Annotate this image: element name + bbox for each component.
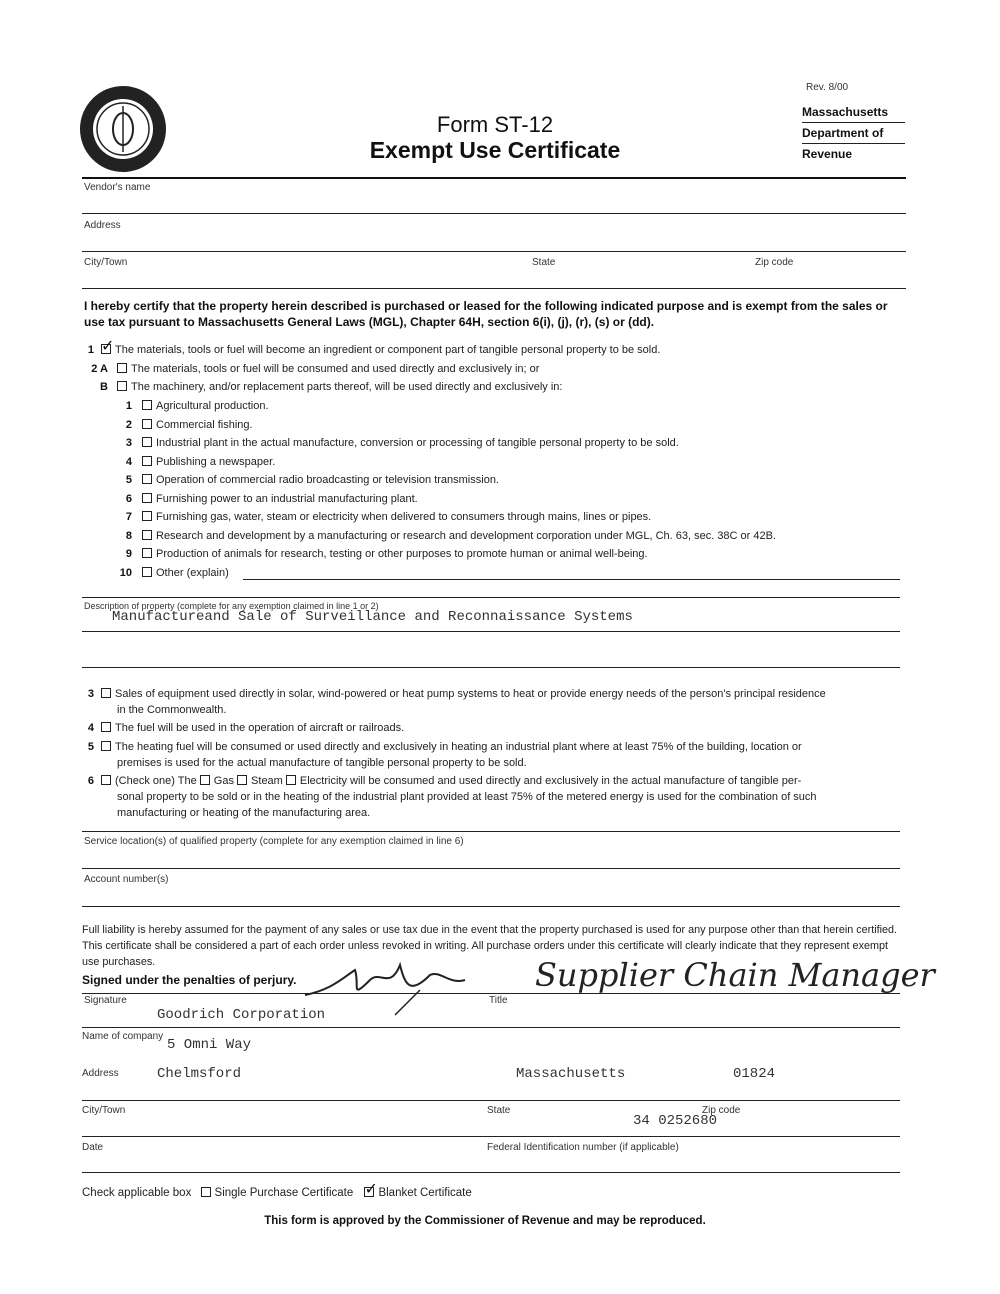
city-line xyxy=(82,1136,900,1137)
massachusetts-seal-icon xyxy=(78,84,168,174)
other-explain-field[interactable] xyxy=(243,579,900,580)
subitem[interactable] xyxy=(142,567,229,579)
company-value[interactable]: Goodrich Corporation xyxy=(157,1007,326,1023)
item-2a-number: 2 A xyxy=(91,363,108,375)
vendor-city-field[interactable] xyxy=(82,288,906,289)
item-1-checkbox[interactable] xyxy=(101,344,111,354)
title-value[interactable]: Supplier Chain Manager xyxy=(535,956,935,994)
check-box-label: Check applicable box xyxy=(82,1187,192,1199)
subitem-checkbox[interactable] xyxy=(142,456,152,466)
subitem-number: 10 xyxy=(119,567,132,579)
gas-checkbox[interactable] xyxy=(200,775,210,785)
item-5-number: 5 xyxy=(87,741,94,753)
date-line xyxy=(82,1172,900,1173)
item-6-line3: manufacturing or heating of the manufacturing area. xyxy=(117,807,371,819)
service-divider xyxy=(82,831,900,832)
form-title: Exempt Use Certificate xyxy=(369,137,621,163)
item-5-line1: The heating fuel will be consumed or used directly and exclusively in heating an industrial plant where at least 75% of the building, location or xyxy=(115,741,802,753)
subitem-text: Furnishing power to an industrial manufacturing plant. xyxy=(156,493,418,505)
vendor-address-field[interactable] xyxy=(82,251,906,252)
signature-label: Signature xyxy=(84,995,127,1006)
subitem-number: 1 xyxy=(125,400,132,412)
subitem-checkbox[interactable] xyxy=(142,474,152,484)
subitem-text: Commercial fishing. xyxy=(156,419,253,431)
date-label: Date xyxy=(82,1142,104,1153)
electricity-label: Electricity xyxy=(299,775,347,787)
signature-line xyxy=(82,993,900,994)
subitem[interactable] xyxy=(142,437,679,449)
steam-label: Steam xyxy=(251,775,283,787)
item-1-number: 1 xyxy=(87,344,94,356)
gas-label: Gas xyxy=(213,775,234,787)
description-divider xyxy=(82,597,900,598)
dept-line-3: Revenue xyxy=(802,147,853,161)
city-value[interactable]: Chelmsford xyxy=(157,1066,242,1082)
item-3-line1: Sales of equipment used directly in solar, wind-powered or heat pump systems to heat or provide energy needs of the person's principal residence xyxy=(115,688,826,700)
vendor-name-field[interactable] xyxy=(82,213,906,214)
address-line xyxy=(82,1100,900,1101)
handwritten-signature xyxy=(300,950,480,1029)
subitem[interactable] xyxy=(142,511,651,523)
vendor-address-label: Address xyxy=(84,220,121,231)
dept-line-2: Department of xyxy=(802,123,905,144)
subitem-number: 6 xyxy=(125,493,132,505)
subitem-checkbox[interactable] xyxy=(142,437,152,447)
item-6-line1: will be consumed and used directly and exclusively in the actual manufacture of tangible per- xyxy=(350,775,802,787)
subitem-text: Publishing a newspaper. xyxy=(156,456,276,468)
liability-statement: Full liability is hereby assumed for the payment of any sales or use tax due in the event that the property purchased is used for any purpose other than that herein certified. This certificate shall be considered a part of each order unless revoked in writing. All purchase orders under this certificate will clearly indicate that they represent exempt use purchases. xyxy=(82,924,898,968)
company-line xyxy=(82,1027,900,1028)
state-value[interactable]: Massachusetts xyxy=(516,1066,626,1082)
certification-statement: I hereby certify that the property herein described is purchased or leased for the following indicated purpose and is exempt from the sales or use tax pursuant to Massachusetts General Laws (MGL), Chapter 64H, section 6(i), (j), (r), (s) or (dd). xyxy=(84,299,888,329)
vendor-zip-label: Zip code xyxy=(755,257,794,268)
subitem-text: Industrial plant in the actual manufacture, conversion or processing of tangible personal property to be sold. xyxy=(156,437,679,449)
zip-label: Zip code xyxy=(702,1105,741,1116)
item-6-checkbox[interactable] xyxy=(101,775,111,785)
steam-checkbox[interactable] xyxy=(237,775,247,785)
item-5-line2: premises is used for the actual manufacture of tangible personal property to be sold. xyxy=(117,757,527,769)
item-3[interactable] xyxy=(101,686,901,718)
item-4-line1: The fuel will be used in the operation of aircraft or railroads. xyxy=(115,722,405,734)
signed-under-penalties: Signed under the penalties of perjury. xyxy=(82,973,297,987)
electricity-checkbox[interactable] xyxy=(286,775,296,785)
subitem-number: 3 xyxy=(125,437,132,449)
blanket-checkbox[interactable] xyxy=(364,1187,374,1197)
subitem-checkbox[interactable] xyxy=(142,419,152,429)
item-3-line2: in the Commonwealth. xyxy=(117,704,227,716)
item-6-pre: (Check one) The xyxy=(115,775,197,787)
item-4-number: 4 xyxy=(87,722,94,734)
subitem[interactable] xyxy=(142,419,253,431)
account-number-field[interactable] xyxy=(82,906,900,907)
service-location-field[interactable] xyxy=(82,868,900,869)
certificate-type xyxy=(82,1187,472,1199)
revision-date: Rev. 8/00 xyxy=(806,82,849,93)
header-divider xyxy=(82,177,906,179)
subitem-checkbox[interactable] xyxy=(142,493,152,503)
subitem-number: 2 xyxy=(125,419,132,431)
account-number-label: Account number(s) xyxy=(84,874,169,885)
description-label: Description of property (complete for any exemption claimed in line 1 or 2) xyxy=(84,601,379,611)
item-2a[interactable] xyxy=(117,363,539,375)
company-label: Name of company xyxy=(82,1031,164,1042)
subitem[interactable] xyxy=(142,474,499,486)
item-6[interactable] xyxy=(101,773,906,821)
subitem[interactable] xyxy=(142,400,269,412)
blanket-label: Blanket Certificate xyxy=(378,1187,472,1199)
single-purchase-checkbox[interactable] xyxy=(201,1187,211,1197)
subitem-number: 7 xyxy=(125,511,132,523)
subitem-text: Agricultural production. xyxy=(156,400,269,412)
subitem[interactable] xyxy=(142,530,776,542)
vendor-name-label: Vendor's name xyxy=(84,182,151,193)
federal-id-value[interactable]: 34 0252680 xyxy=(633,1113,718,1129)
subitem-number: 9 xyxy=(125,548,132,560)
item-5[interactable] xyxy=(101,739,906,771)
item-4-checkbox[interactable] xyxy=(101,722,111,732)
department-name xyxy=(802,102,905,164)
city-label: City/Town xyxy=(82,1105,126,1116)
form-number: Form ST-12 xyxy=(436,112,554,137)
subitem-checkbox[interactable] xyxy=(142,400,152,410)
subitem-number: 8 xyxy=(125,530,132,542)
item-6-number: 6 xyxy=(87,775,94,787)
subitem-text: Production of animals for research, testing or other purposes to promote human or animal well-being. xyxy=(156,548,648,560)
subitem-checkbox[interactable] xyxy=(142,511,152,521)
subitem[interactable] xyxy=(142,456,275,468)
subitem-checkbox[interactable] xyxy=(142,530,152,540)
item-1-text: The materials, tools or fuel will become an ingredient or component part of tangible personal property to be sold. xyxy=(115,344,661,356)
address-label: Address xyxy=(82,1068,119,1079)
service-location-label: Service location(s) of qualified property (complete for any exemption claimed in line 6) xyxy=(84,836,464,847)
subitem-checkbox[interactable] xyxy=(142,567,152,577)
item-3-number: 3 xyxy=(87,688,94,700)
zip-value[interactable]: 01824 xyxy=(733,1066,776,1082)
subitem-checkbox[interactable] xyxy=(142,548,152,558)
item-2b-text: The machinery, and/or replacement parts thereof, will be used directly and exclusively in: xyxy=(131,381,563,393)
item-4[interactable] xyxy=(101,720,901,736)
description-value[interactable]: Manufactureand Sale of Surveillance and Reconnaissance Systems xyxy=(112,609,633,625)
subitem-text: Operation of commercial radio broadcasting or television transmission. xyxy=(156,474,499,486)
item-2b-number: B xyxy=(100,381,108,393)
address-value[interactable]: 5 Omni Way xyxy=(167,1037,252,1053)
item-6-line2: sonal property to be sold or in the heating of the industrial plant provided at least 75% of the metered energy is used for the combination of such xyxy=(117,791,817,803)
item-1[interactable] xyxy=(101,344,660,356)
subitem-text: Research and development by a manufacturing or research and development corporation under MGL, Ch. 63, sec. 38C or 42B. xyxy=(156,530,777,542)
item-2b-checkbox[interactable] xyxy=(117,381,127,391)
federal-id-label: Federal Identification number (if applicable) xyxy=(487,1142,679,1153)
item-3-checkbox[interactable] xyxy=(101,688,111,698)
vendor-state-label: State xyxy=(532,257,556,268)
description-line-1 xyxy=(82,631,900,632)
item-2a-checkbox[interactable] xyxy=(117,363,127,373)
subitem[interactable] xyxy=(142,548,648,560)
footer-note: This form is approved by the Commissioner of Revenue and may be reproduced. xyxy=(264,1215,706,1227)
subitem-number: 5 xyxy=(125,474,132,486)
vendor-city-label: City/Town xyxy=(84,257,128,268)
subitem[interactable] xyxy=(142,493,418,505)
dept-line-1: Massachusetts xyxy=(802,102,905,123)
subitem-text: Furnishing gas, water, steam or electricity when delivered to consumers through mains, lines or pipes. xyxy=(156,511,652,523)
item-2a-text: The materials, tools or fuel will be consumed and used directly and exclusively in; or xyxy=(131,363,540,375)
subitem-text: Other (explain) xyxy=(156,567,229,579)
state-label: State xyxy=(487,1105,511,1116)
description-line-2 xyxy=(82,667,900,668)
subitem-number: 4 xyxy=(125,456,132,468)
single-purchase-label: Single Purchase Certificate xyxy=(214,1187,354,1199)
title-label: Title xyxy=(489,995,508,1006)
item-5-checkbox[interactable] xyxy=(101,741,111,751)
item-2b[interactable] xyxy=(117,381,562,393)
